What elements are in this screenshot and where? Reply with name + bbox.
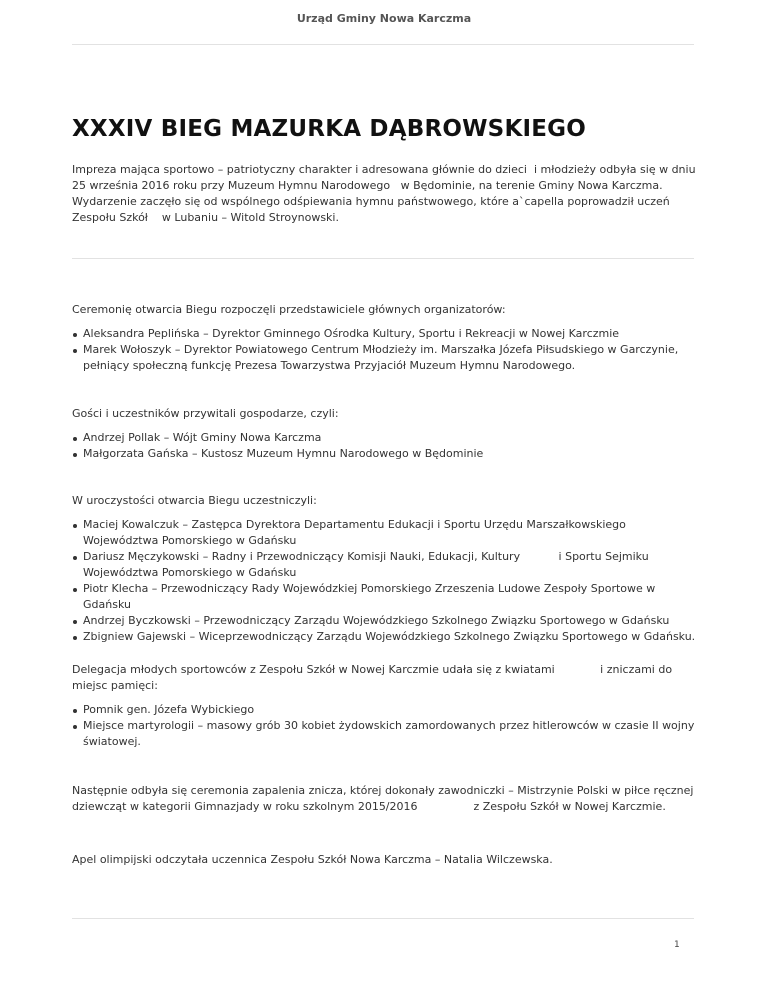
participants-list — [72, 517, 698, 645]
delegation-section — [72, 662, 698, 750]
list-item: Marek Wołoszyk – Dyrektor Powiatowego Centrum Młodzieży im. Marszałka Józefa Piłsudskiego w Garczynie, pełniący społeczną funkcję Prezesa Towarzystwa Przyjaciół Muzeum Hymnu Narodowego. — [72, 342, 698, 374]
list-item: Dariusz Męczykowski – Radny i Przewodniczący Komisji Nauki, Edukacji, Kultury i Sportu Sejmiku Województwa Pomorskiego w Gdańsku — [72, 549, 698, 581]
page-number: 1 — [674, 940, 680, 950]
list-item: Zbigniew Gajewski – Wiceprzewodniczący Zarządu Wojewódzkiego Szkolnego Związku Sportowego w Gdańsku. — [72, 629, 698, 645]
organizers-lead: Ceremonię otwarcia Biegu rozpoczęli przedstawiciele głównych organizatorów: — [72, 303, 506, 316]
participants-section — [72, 493, 698, 645]
apel-paragraph — [72, 852, 698, 868]
participants-lead: W uroczystości otwarcia Biegu uczestniczyli: — [72, 494, 317, 507]
intro-paragraph — [72, 162, 698, 226]
hosts-section — [72, 406, 698, 462]
header-divider — [72, 44, 694, 45]
list-item: Miejsce martyrologii – masowy grób 30 kobiet żydowskich zamordowanych przez hitlerowców w czasie II wojny światowej. — [72, 718, 698, 750]
footer-divider — [72, 918, 694, 919]
page-header: Urząd Gminy Nowa Karczma — [296, 12, 472, 25]
delegation-lead: Delegacja młodych sportowców z Zespołu Szkół w Nowej Karczmie udała się z kwiatami i zniczami do miejsc pamięci: — [72, 663, 676, 692]
ceremony-paragraph — [72, 783, 698, 815]
list-item: Andrzej Pollak – Wójt Gminy Nowa Karczma — [72, 430, 698, 446]
hosts-list — [72, 430, 698, 462]
organizers-list — [72, 326, 698, 374]
intro-text: Impreza mająca sportowo – patriotyczny charakter i adresowana głównie do dzieci i młodzieży odbyła się w dniu 25 września 2016 roku przy Muzeum Hymnu Narodowego w Będominie, na terenie Gminy Nowa Karczma. Wydarzenie zaczęło się od wspólnego odśpiewania hymnu państwowego, które a`capella poprowadził uczeń Zespołu Szkół w Lubaniu – Witold Stroynowski. — [72, 163, 700, 224]
article-title: XXXIV BIEG MAZURKA DĄBROWSKIEGO — [72, 116, 586, 142]
delegation-list — [72, 702, 698, 750]
ceremony-text: Następnie odbyła się ceremonia zapalenia znicza, której dokonały zawodniczki – Mistrzynie Polski w piłce ręcznej dziewcząt w kategorii Gimnazjady w roku szkolnym 2015/2016 z Zespołu Szkół w Nowej Karczmie. — [72, 784, 697, 813]
list-item: Andrzej Byczkowski – Przewodniczący Zarządu Wojewódzkiego Szkolnego Związku Sportowego w Gdańsku — [72, 613, 698, 629]
list-item: Piotr Klecha – Przewodniczący Rady Wojewódzkiej Pomorskiego Zrzeszenia Ludowe Zespoły Sportowe w Gdańsku — [72, 581, 698, 613]
list-item: Aleksandra Peplińska – Dyrektor Gminnego Ośrodka Kultury, Sportu i Rekreacji w Nowej Karczmie — [72, 326, 698, 342]
section-divider — [72, 258, 694, 259]
apel-text: Apel olimpijski odczytała uczennica Zespołu Szkół Nowa Karczma – Natalia Wilczewska. — [72, 853, 553, 866]
list-item: Pomnik gen. Józefa Wybickiego — [72, 702, 698, 718]
list-item: Małgorzata Gańska – Kustosz Muzeum Hymnu Narodowego w Będominie — [72, 446, 698, 462]
organizers-section — [72, 302, 698, 374]
hosts-lead: Gości i uczestników przywitali gospodarze, czyli: — [72, 407, 339, 420]
list-item: Maciej Kowalczuk – Zastępca Dyrektora Departamentu Edukacji i Sportu Urzędu Marszałkowskiego Województwa Pomorskiego w Gdańsku — [72, 517, 698, 549]
